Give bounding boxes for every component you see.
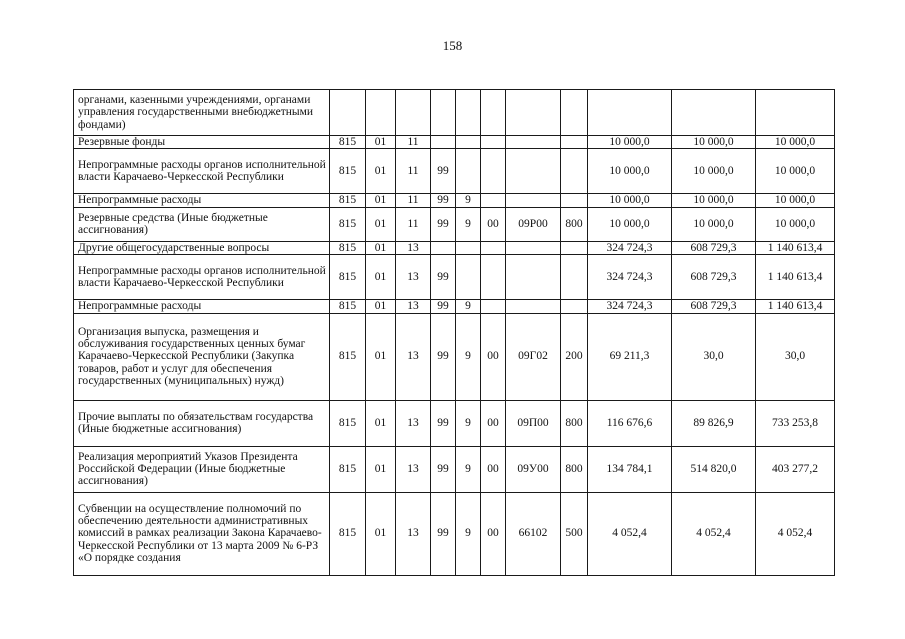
row-amount-year-3: 4 052,4 [756,492,835,575]
row-amount-year-1: 324 724,3 [588,300,672,313]
row-subsection-code: 13 [396,300,431,313]
row-gr-code: 815 [330,400,366,446]
row-main-activity-code: 00 [481,446,506,492]
row-amount-year-1: 10 000,0 [588,149,672,194]
row-name: Непрограммные расходы органов исполнительной власти Карачаево-Черкесской Республики [74,149,330,194]
row-gr-code: 815 [330,446,366,492]
row-main-activity-code [481,149,506,194]
row-amount-year-1: 116 676,6 [588,400,672,446]
row-amount-year-1: 4 052,4 [588,492,672,575]
row-gr-code: 815 [330,300,366,313]
row-expense-type-code: 200 [561,313,588,400]
row-direction-code: 66102 [506,492,561,575]
row-subprogram-code [456,149,481,194]
row-direction-code: 09П00 [506,400,561,446]
table-row [74,149,835,194]
row-program-code: 99 [431,300,456,313]
row-name: Непрограммные расходы [74,300,330,313]
row-program-code: 99 [431,149,456,194]
row-main-activity-code [481,194,506,207]
row-subprogram-code [456,90,481,136]
row-direction-code [506,149,561,194]
page-number: 158 [442,38,463,53]
row-main-activity-code [481,255,506,300]
table-row [74,90,835,136]
row-section-code: 01 [366,255,396,300]
row-expense-type-code [561,255,588,300]
table-row [74,300,835,313]
row-section-code: 01 [366,313,396,400]
row-subsection-code: 11 [396,149,431,194]
table-row [74,241,835,254]
row-amount-year-3: 1 140 613,4 [756,241,835,254]
row-subsection-code: 13 [396,241,431,254]
row-amount-year-2: 608 729,3 [672,300,756,313]
row-program-code: 99 [431,492,456,575]
row-section-code: 01 [366,149,396,194]
row-amount-year-3: 10 000,0 [756,207,835,241]
row-main-activity-code: 00 [481,400,506,446]
row-amount-year-2: 10 000,0 [672,194,756,207]
row-expense-type-code [561,136,588,149]
row-section-code: 01 [366,241,396,254]
row-program-code [431,136,456,149]
row-subprogram-code [456,136,481,149]
table-row [74,446,835,492]
row-amount-year-2: 10 000,0 [672,149,756,194]
row-section-code: 01 [366,400,396,446]
row-direction-code: 09У00 [506,446,561,492]
row-subsection-code: 13 [396,313,431,400]
row-name: Субвенции на осуществление полномочий по обеспечению деятельности административных комиссий в рамках реализации Закона Карачаево-Черкесской Республики от 13 марта 2009 № 6-РЗ «О порядке создания [74,492,330,575]
table-row [74,194,835,207]
row-gr-code: 815 [330,207,366,241]
row-direction-code [506,255,561,300]
row-section-code: 01 [366,207,396,241]
row-subsection-code: 11 [396,194,431,207]
row-expense-type-code [561,149,588,194]
row-direction-code [506,241,561,254]
row-gr-code: 815 [330,149,366,194]
row-gr-code: 815 [330,313,366,400]
row-program-code: 99 [431,313,456,400]
row-name: Непрограммные расходы [74,194,330,207]
row-expense-type-code [561,90,588,136]
row-amount-year-1: 10 000,0 [588,136,672,149]
row-gr-code: 815 [330,492,366,575]
table-row [74,255,835,300]
row-amount-year-3: 1 140 613,4 [756,300,835,313]
row-subsection-code: 13 [396,400,431,446]
row-main-activity-code: 00 [481,492,506,575]
row-amount-year-2: 10 000,0 [672,207,756,241]
row-subsection-code: 13 [396,255,431,300]
row-gr-code [330,90,366,136]
table-row [74,400,835,446]
row-amount-year-3: 733 253,8 [756,400,835,446]
row-amount-year-2: 30,0 [672,313,756,400]
table-row [74,136,835,149]
row-direction-code: 09Р00 [506,207,561,241]
row-amount-year-3: 10 000,0 [756,136,835,149]
row-expense-type-code: 500 [561,492,588,575]
row-amount-year-1: 324 724,3 [588,255,672,300]
row-gr-code: 815 [330,194,366,207]
row-expense-type-code [561,194,588,207]
row-name: Другие общегосударственные вопросы [74,241,330,254]
row-subsection-code: 11 [396,136,431,149]
row-amount-year-1: 10 000,0 [588,207,672,241]
row-expense-type-code: 800 [561,446,588,492]
row-expense-type-code [561,300,588,313]
row-direction-code [506,90,561,136]
row-name: Прочие выплаты по обязательствам государства (Иные бюджетные ассигнования) [74,400,330,446]
row-subsection-code: 11 [396,207,431,241]
row-gr-code: 815 [330,255,366,300]
row-subprogram-code: 9 [456,313,481,400]
row-gr-code: 815 [330,136,366,149]
row-amount-year-1: 69 211,3 [588,313,672,400]
row-subprogram-code: 9 [456,194,481,207]
row-section-code: 01 [366,136,396,149]
row-program-code: 99 [431,194,456,207]
row-amount-year-2: 608 729,3 [672,255,756,300]
row-section-code [366,90,396,136]
row-program-code [431,90,456,136]
row-main-activity-code: 00 [481,207,506,241]
row-amount-year-3: 30,0 [756,313,835,400]
row-subsection-code: 13 [396,492,431,575]
row-subsection-code [396,90,431,136]
row-subprogram-code [456,255,481,300]
row-subprogram-code [456,241,481,254]
row-amount-year-1: 10 000,0 [588,194,672,207]
row-name: Резервные фонды [74,136,330,149]
row-section-code: 01 [366,300,396,313]
row-expense-type-code: 800 [561,400,588,446]
row-main-activity-code [481,136,506,149]
row-amount-year-2: 10 000,0 [672,136,756,149]
row-program-code: 99 [431,255,456,300]
row-amount-year-3: 10 000,0 [756,149,835,194]
row-amount-year-3 [756,90,835,136]
row-section-code: 01 [366,446,396,492]
row-subsection-code: 13 [396,446,431,492]
row-direction-code: 09Г02 [506,313,561,400]
row-section-code: 01 [366,492,396,575]
row-main-activity-code [481,241,506,254]
row-main-activity-code [481,300,506,313]
table-row [74,492,835,575]
row-direction-code [506,136,561,149]
row-subprogram-code: 9 [456,400,481,446]
row-program-code: 99 [431,446,456,492]
row-name: органами, казенными учреждениями, органами управления государственными внебюджетными фондами) [74,90,330,136]
row-subprogram-code: 9 [456,446,481,492]
row-amount-year-1: 134 784,1 [588,446,672,492]
table-row [74,207,835,241]
row-amount-year-3: 10 000,0 [756,194,835,207]
row-amount-year-2: 89 826,9 [672,400,756,446]
row-amount-year-2: 4 052,4 [672,492,756,575]
row-section-code: 01 [366,194,396,207]
row-amount-year-3: 403 277,2 [756,446,835,492]
budget-table [73,89,835,576]
row-amount-year-3: 1 140 613,4 [756,255,835,300]
row-name: Реализация мероприятий Указов Президента Российской Федерации (Иные бюджетные ассигнования) [74,446,330,492]
row-main-activity-code: 00 [481,313,506,400]
row-direction-code [506,300,561,313]
row-program-code [431,241,456,254]
row-program-code: 99 [431,207,456,241]
row-subprogram-code: 9 [456,300,481,313]
budget-table-body [74,90,835,576]
row-program-code: 99 [431,400,456,446]
row-amount-year-2 [672,90,756,136]
row-subprogram-code: 9 [456,207,481,241]
row-gr-code: 815 [330,241,366,254]
row-main-activity-code [481,90,506,136]
row-amount-year-1 [588,90,672,136]
row-name: Резервные средства (Иные бюджетные ассигнования) [74,207,330,241]
row-amount-year-2: 514 820,0 [672,446,756,492]
row-name: Организация выпуска, размещения и обслуживания государственных ценных бумаг Карачаево-Черкесской Республики (Закупка товаров, работ и услуг для обеспечения государственных (муниципальных) нужд) [74,313,330,400]
row-direction-code [506,194,561,207]
row-expense-type-code: 800 [561,207,588,241]
row-name: Непрограммные расходы органов исполнительной власти Карачаево-Черкесской Республики [74,255,330,300]
row-subprogram-code: 9 [456,492,481,575]
row-expense-type-code [561,241,588,254]
row-amount-year-1: 324 724,3 [588,241,672,254]
table-row [74,313,835,400]
row-amount-year-2: 608 729,3 [672,241,756,254]
